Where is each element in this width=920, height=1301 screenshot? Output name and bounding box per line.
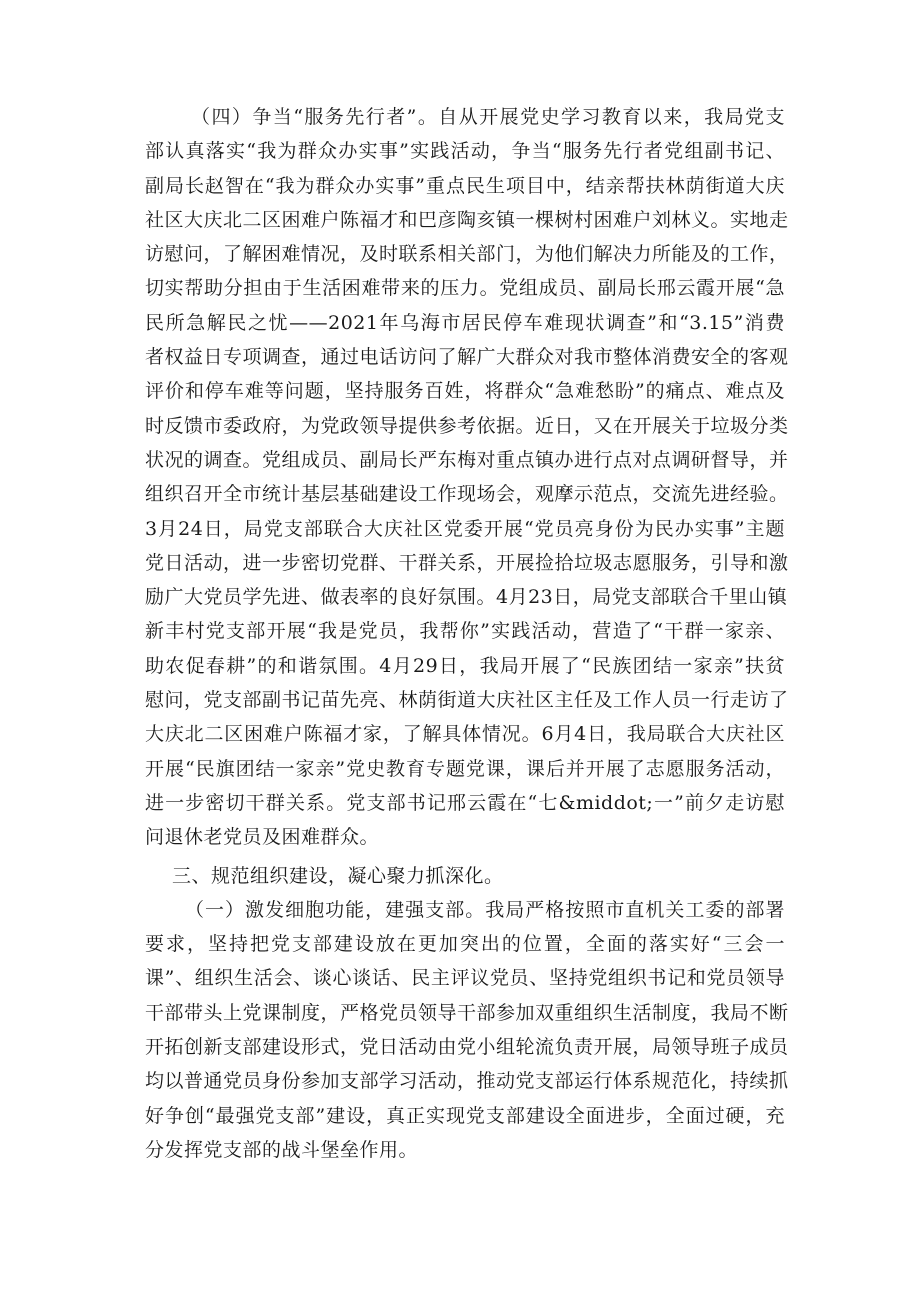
paragraph-line: 进一步密切干群关系。党支部书记邢云霞在“七&middot;一”前夕走访慰 <box>145 791 785 814</box>
paragraph-line: 新丰村党支部开展“我是党员，我帮你”实践活动，营造了“干群一家亲、 <box>145 620 785 643</box>
paragraph-line: 切实帮助分担由于生活困难带来的压力。党组成员、副局长邢云霞开展“急 <box>145 277 785 300</box>
paragraph-line: 部认真落实“我为群众办实事”实践活动，争当“服务先行者党组副书记、 <box>145 140 785 163</box>
paragraph-line: 助农促春耕”的和谐氛围。4月29日，我局开展了“民族团结一家亲”扶贫 <box>145 654 785 677</box>
paragraph-service-pioneer <box>145 100 789 855</box>
paragraph-line: 开拓创新支部建设形式，党日活动由党小组轮流负责开展，局领导班子成员 <box>145 1036 789 1059</box>
paragraph-line: 要求，坚持把党支部建设放在更加突出的位置，全面的落实好“三会一 <box>145 933 785 956</box>
paragraph-line: 课”、组织生活会、谈心谈话、民主评议党员、坚持党组织书记和党员领导 <box>145 967 785 990</box>
paragraph-line: 问退休老党员及困难群众。 <box>145 826 380 849</box>
paragraph-line: 党日活动，进一步密切党群、干群关系，开展捡拾垃圾志愿服务，引导和激 <box>145 551 789 574</box>
paragraph-line: （四）争当“服务先行者”。自从开展党史学习教育以来，我局党支 <box>191 106 785 128</box>
paragraph-line: 时反馈市委政府，为党政领导提供参考依据。近日，又在开展关于垃圾分类 <box>145 414 789 437</box>
paragraph-line: 好争创“最强党支部”建设，真正实现党支部建设全面进步，全面过硬，充 <box>145 1104 785 1127</box>
paragraph-line: 评价和停车难等问题，坚持服务百姓，将群众“急难愁盼”的痛点、难点及 <box>145 380 785 403</box>
paragraph-line: 励广大党员学先进、做表率的良好氛围。4月23日，局党支部联合千里山镇 <box>145 586 788 609</box>
paragraph-line: 均以普通党员身份参加支部学习活动，推动党支部运行体系规范化，持续抓 <box>145 1070 789 1093</box>
paragraph-line: 大庆北二区困难户陈福才家，了解具体情况。6月4日，我局联合大庆社区 <box>145 723 785 746</box>
paragraph-line: 组织召开全市统计基层基础建设工作现场会，观摩示范点，交流先进经验。 <box>145 483 789 506</box>
paragraph-line: 干部带头上党课制度，严格党员领导干部参加双重组织生活制度，我局不断 <box>145 1001 789 1024</box>
document-page <box>145 100 789 1167</box>
paragraph-line: 者权益日专项调查，通过电话访问了解广大群众对我市整体消费安全的客观 <box>145 346 789 369</box>
paragraph-line: 状况的调查。党组成员、副局长严东梅对重点镇办进行点对点调研督导，并 <box>145 448 789 471</box>
paragraph-line: 慰问，党支部副书记苗先亮、林荫街道大庆社区主任及工作人员一行走访了 <box>145 689 789 712</box>
paragraph-branch-building <box>145 893 789 1167</box>
paragraph-line: 访慰问，了解困难情况，及时联系相关部门，为他们解决力所能及的工作， <box>145 243 789 266</box>
paragraph-line: （一）激发细胞功能，建强支部。我局严格按照市直机关工委的部署 <box>185 898 785 921</box>
paragraph-line: 副局长赵智在“我为群众办实事”重点民生项目中，结亲帮扶林荫街道大庆 <box>145 174 785 197</box>
section-heading: 三、规范组织建设，凝心聚力抓深化。 <box>172 864 504 887</box>
paragraph-line: 开展“民旗团结一家亲”党史教育专题党课，课后并开展了志愿服务活动， <box>145 757 785 780</box>
paragraph-line: 分发挥党支部的战斗堡垒作用。 <box>145 1138 419 1161</box>
paragraph-line: 民所急解民之忧——2021年乌海市居民停车难现状调查”和“3.15”消费 <box>145 311 785 334</box>
paragraph-line: 3月24日，局党支部联合大庆社区党委开展“党员亮身份为民办实事”主题 <box>145 517 785 540</box>
paragraph-line: 社区大庆北二区困难户陈福才和巴彦陶亥镇一棵树村困难户刘林义。实地走 <box>145 208 789 231</box>
